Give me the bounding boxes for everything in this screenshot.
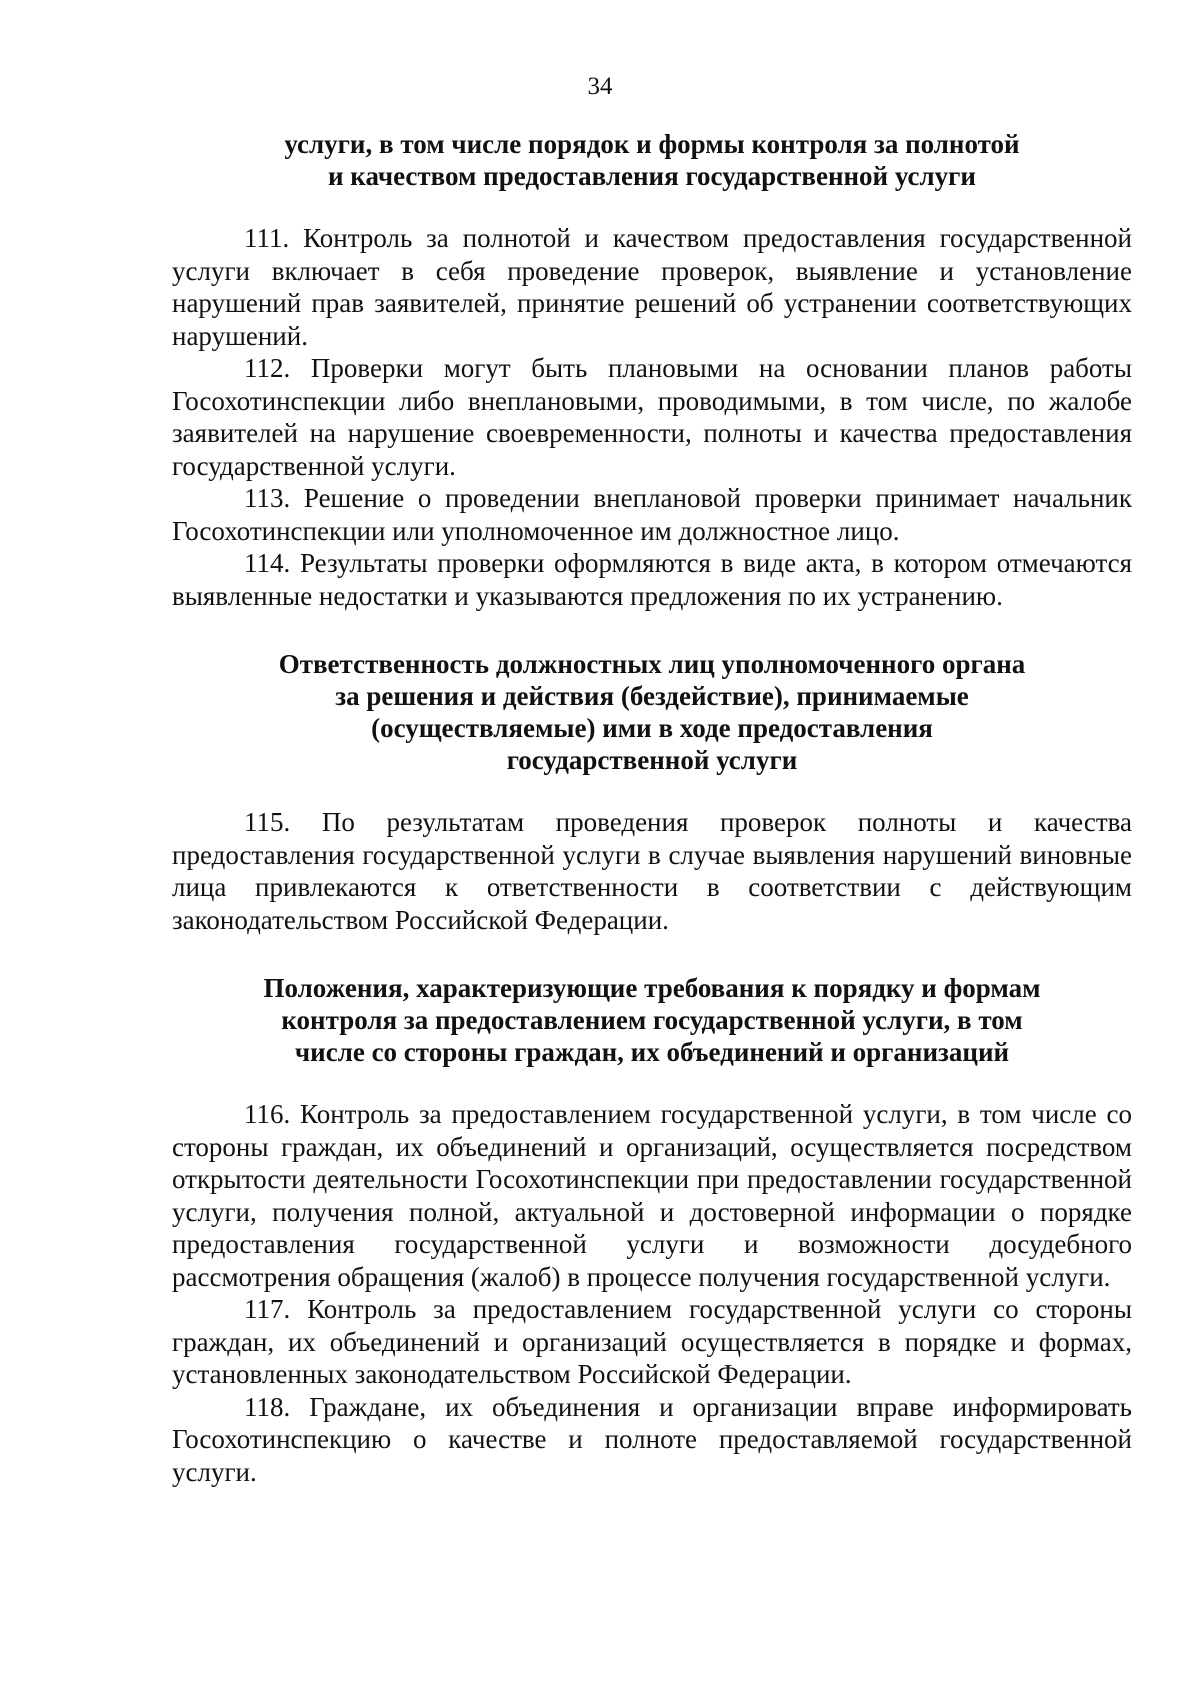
heading-line: за решения и действия (бездействие), принимаемые [335, 681, 969, 711]
heading-line: (осуществляемые) ими в ходе предоставления [371, 713, 933, 743]
paragraph-113: 113. Решение о проведении внеплановой проверки принимает начальник Госохотинспекции или уполномоченное им должностное лицо. [172, 483, 1132, 546]
heading-line: числе со стороны граждан, их объединений и организаций [294, 1037, 1010, 1067]
paragraph-111: 111. Контроль за полнотой и качеством предоставления государственной услуги включает в себя проведение проверок, выявление и установление нарушений прав заявителей, принятие решений об устранении соответствующих нарушений. [172, 223, 1132, 351]
section-heading [172, 128, 1132, 192]
section-responsibility [172, 648, 1132, 936]
paragraph-114: 114. Результаты проверки оформляются в виде акта, в котором отмечаются выявленные недостатки и указываются предложения по их устранению. [172, 548, 1132, 611]
section-control-procedure [172, 128, 1132, 612]
paragraph-112: 112. Проверки могут быть плановыми на основании планов работы Госохотинспекции либо внеплановыми, проводимыми, в том числе, по жалобе заявителей на нарушение своевременности, полноты и качества предоставления государственной услуги. [172, 353, 1132, 481]
heading-line: Ответственность должностных лиц уполномоченного органа [278, 649, 1026, 679]
heading-line: Положения, характеризующие требования к порядку и формам [263, 973, 1041, 1003]
heading-line: государственной услуги [506, 745, 798, 775]
heading-line: и качеством предоставления государственной услуги [328, 161, 976, 191]
heading-line: услуги, в том числе порядок и формы контроля за полнотой [284, 129, 1020, 159]
paragraph-118: 118. Граждане, их объединения и организации вправе информировать Госохотинспекцию о качестве и полноте предоставляемой государственной услуги. [172, 1391, 1132, 1487]
section-heading [172, 972, 1132, 1068]
heading-line: контроля за предоставлением государственной услуги, в том [281, 1005, 1023, 1035]
paragraph-116: 116. Контроль за предоставлением государственной услуги, в том числе со стороны граждан, их объединений и организаций, осуществляется посредством открытости деятельности Госохотинспекции при предоставлении государственной услуги, получения полной, актуальной и достоверной информации о порядке предоставления государственной услуги и возможности досудебного рассмотрения обращения (жалоб) в процессе получения государственной услуги. [172, 1099, 1132, 1292]
section-citizen-control [172, 972, 1132, 1488]
document-body [172, 128, 1132, 1488]
paragraph-117: 117. Контроль за предоставлением государственной услуги со стороны граждан, их объединений и организаций осуществляется в порядке и формах, установленных законодательством Российской Федерации. [172, 1294, 1132, 1389]
section-heading [172, 648, 1132, 776]
paragraph-115: 115. По результатам проведения проверок полноты и качества предоставления государственной услуги в случае выявления нарушений виновные лица привлекаются к ответственности в соответствии с действующим законодательством Российской Федерации. [172, 807, 1132, 935]
page-number: 34 [587, 73, 613, 100]
